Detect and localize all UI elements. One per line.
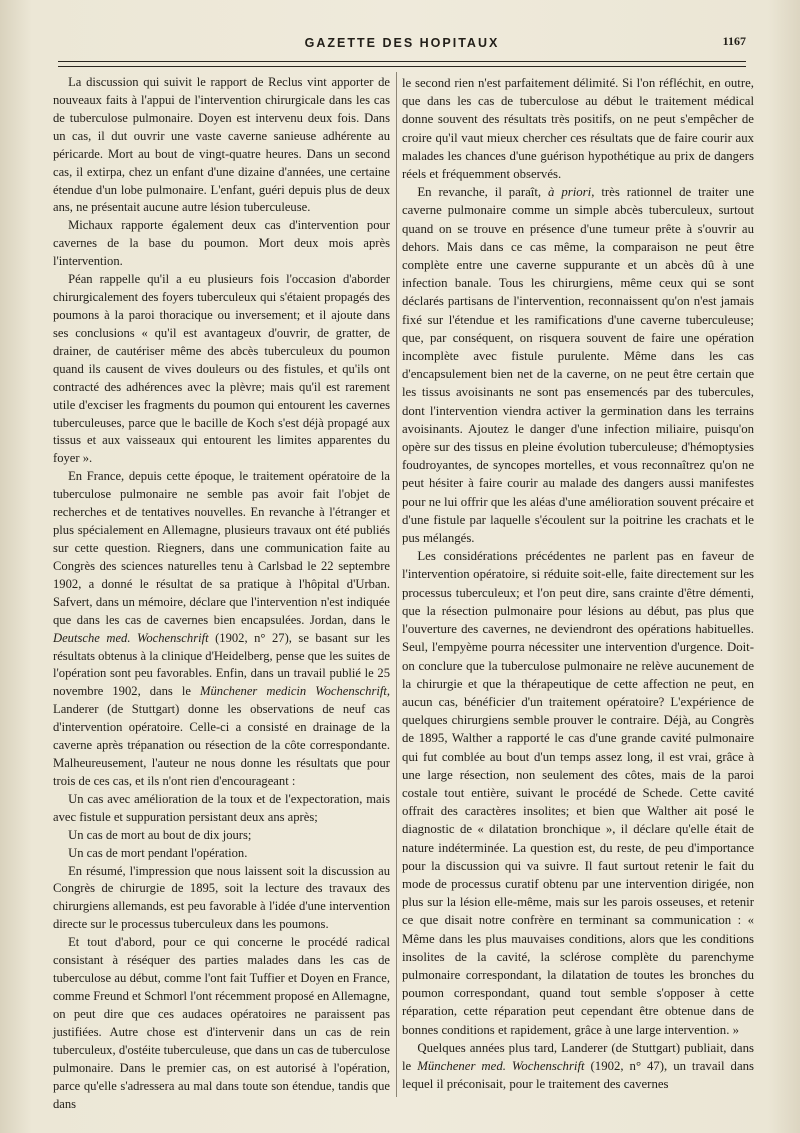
list-item: Un cas de mort au bout de dix jours; (68, 827, 252, 842)
paragraph: En revanche, il paraît, à priori, très rationnel de traiter une caverne pulmonaire comme un simple abcès tuberculeux, surtout quand on se trouve en présence d'une tumeur prête à s'ouvrir au dehors. Mais dans ce cas même, la comparaison ne peut être complète entre une caverne suppurante et un abcès dû à une infection banale. Tous les chirurgiens, même ceux qui se sont déclarés partisans de l'intervention, reconnaissent qu'on n'est jamais fixé sur l'étendue et les ramifications d'une caverne tuberculeuse; que, par conséquent, on risquera souvent de faire une opération incomplète avec fistule purulente. Même dans les cas d'encapsulement bien net de la caverne, on ne peut être certain que les tissus avoisinants ne sont pas ensemencés par des tubercules, dont l'intervention viendra activer la germination dans les terrains avoisinants. Ajoutez le danger d'une infection miliaire, puisqu'on opère sur des tissus en pleine évolution tuberculeuse; d'hémoptysies foudroyantes, de syncopes mortelles, et vous reconnaîtrez qu'on ne peut hésiter à faire courir au malade des dangers aussi manifestes pour ne lui offrir que les aléas d'une amélioration souvent précaire et d'une fistule par laquelle s'écoulent sur la poitrine les crachats et le pus mélangés. (402, 185, 755, 546)
paragraph: Les considérations précédentes ne parlent pas en faveur de l'intervention opératoire, si réduite soit-elle, faite directement sur les processus tuberculeux; et l'on peut dire, sans crainte d'être démenti, que la résection pulmonaire pour lésions au début, pas plus que l'ouverture des cavernes, ne deviendront des opérations habituelles. Seul, l'empyème pourra nécessiter une intervention d'urgence. Doit-on conclure que la tuberculose pulmonaire ne relève aucunement de la chirurgie et que la thérapeutique de cette affection ne peut, en aucun cas, bénéficier d'un traitement opératoire? L'expérience de quelques chirurgiens semble prouver le contraire. Déjà, au Congrès de 1895, Walther a rapporté le cas d'une grande cavité pulmonaire qui fut comblée au bout d'un temps assez long, il est vrai, grâce à une large résection, non seulement des côtes, mais de la paroi costale tout entière, suivant le procédé de Schede. Cette cavité offrait des caractères insolites; et bien que Walther ait posé le diagnostic de « dilatation bronchique », il déclare qu'elle était de nature indéterminée. La question est, du reste, de peu d'importance pour la discussion qui va suivre. Il faut surtout retenir le fait du mode de processus curatif obtenu par une intervention dirigée, non plus sur la lésion elle-même, mais sur les parois osseuses, et retenir ce que disait notre confrère en terminant sa communication : « Même dans les plus mauvaises conditions, alors que les conditions insolites de la cavité, la sclérose complète du parenchyme pulmonaire correspondant, la dilatation de toutes les bronches du poumon correspondant, quand tout semble s'opposer à cette réparation, cette réparation peut cependant être obtenue dans de bonnes conditions et rapidement, grâce à une large intervention. » (402, 549, 754, 1037)
list-item: Un cas de mort pendant l'opération. (68, 845, 248, 860)
left-column (53, 74, 390, 1113)
paragraph: Péan rappelle qu'il a eu plusieurs fois l'occasion d'aborder chirurgicalement des foyers tuberculeux qui s'étaient propagés des poumons à la paroi thoracique ou inversement; et il ajoute dans ses conclusions « qu'il est avantageux d'ouvrir, de gratter, de drainer, de cautériser même des abcès tuberculeux du poumon quand ils causent de vives douleurs ou des fistules, et qu'ils ont contracté des adhérences avec la plèvre; mais qu'il est rarement utile d'exciser les fragments du poumon qui entourent les cavernes tuberculeuses, parce que le bacille de Koch s'est déjà propagé aux tissus et aux vaisseaux qui entourent les limites apparentes du foyer ». (53, 272, 390, 466)
right-column (402, 74, 754, 1093)
header-rule-thin (58, 66, 746, 67)
paragraph: En résumé, l'impression que nous laissent soit la discussion au Congrès de chirurgie de 1895, soit la lecture des travaux des chirurgiens allemands, est peu favorable à l'idée d'une intervention directe sur le processus tuberculeux dans les poumons. (53, 863, 390, 932)
list-item: Un cas avec amélioration de la toux et de l'expectoration, mais avec fistule et suppuration persistant deux ans après; (53, 791, 390, 824)
paragraph: Michaux rapporte également deux cas d'intervention pour cavernes de la base du poumon. Mort deux mois après l'intervention. (53, 218, 390, 269)
paragraph: En France, depuis cette époque, le traitement opératoire de la tuberculose pulmonaire ne semble pas avoir fait l'objet de recherches et de tentatives nouvelles. En revanche à l'étranger et plus spécialement en Allemagne, plusieurs travaux ont été publiés sur cette question. Riegners, dans une communication faite au Congrès des sciences naturelles tenu à Carlsbad le 22 septembre 1902, a donné le résultat de sa pratique à l'hôpital d'Urban. Safvert, dans un mémoire, déclare que l'intervention n'est indiquée que dans les cas de cavernes bien encapsulées. Jordan, dans le Deutsche med. Wochenschrift (1902, n° 27), se basant sur les résultats obtenus à la clinique d'Heidelberg, pense que les suites de l'opération sont peu favorables. Enfin, dans un travail publié le 25 novembre 1902, dans le Münchener medicin Wochenschrift, Landerer (de Stuttgart) donne les observations de neuf cas d'intervention opératoire. Celle-ci a consisté en drainage de la caverne après trépanation ou résection de la côte correspondante. Malheureusement, l'auteur ne nous donne les résultats que pour trois de ces cas, et ils n'ont rien d'encourageant : (53, 469, 390, 788)
header-rule-thick (58, 61, 746, 62)
paragraph: La discussion qui suivit le rapport de Reclus vint apporter de nouveaux faits à l'appui de l'intervention chirurgicale dans les cas de tuberculose pulmonaire. Doyen est intervenu deux fois. Dans un cas, il dut ouvrir une vaste caverne sanieuse adhérente au péricarde. Mort au bout de vingt-quatre heures. Dans un second cas, il extirpa, chez un enfant d'une dizaine d'années, une certaine étendue d'un lobe pulmonaire. L'enfant, guéri depuis plus de deux ans, ne présentait aucune autre lésion tuberculeuse. (53, 75, 390, 215)
paragraph: le second rien n'est parfaitement délimité. Si l'on réfléchit, en outre, que dans les cas de tuberculose au début le traitement médical donne souvent des résultats très positifs, on ne peut s'empêcher de croire qu'il vaut mieux chercher ces résultats que de faire courir aux malades les chances d'une guérison hypothétique au prix de dangers réels et fréquemment observés. (402, 76, 754, 182)
page-header (52, 34, 752, 60)
journal-title: GAZETTE DES HOPITAUX (304, 36, 500, 50)
paragraph: Et tout d'abord, pour ce qui concerne le procédé radical consistant à réséquer des parties malades dans les cas de tuberculose au début, comme l'ont fait Tuffier et Doyen en France, comme Freund et Schmorl l'ont récemment proposé en Allemagne, on peut dire que ces audaces opératoires ne paraissent pas justifiées. Autre chose est d'intervenir dans un cas de rein tuberculeux, d'ostéite tuberculeuse, que dans un cas de tuberculose pulmonaire. Dans le premier cas, on est autorisé à l'opération, parce qu'elle s'adressera au mal dans toute son étendue, tandis que dans (53, 935, 390, 1111)
column-divider (396, 72, 397, 1097)
paragraph: Quelques années plus tard, Landerer (de Stuttgart) publiait, dans le Münchener med. Wochenschrift (1902, n° 47), un travail dans lequel il préconisait, pour le traitement des cavernes (402, 1040, 755, 1092)
page-number: 1167 (722, 34, 746, 48)
